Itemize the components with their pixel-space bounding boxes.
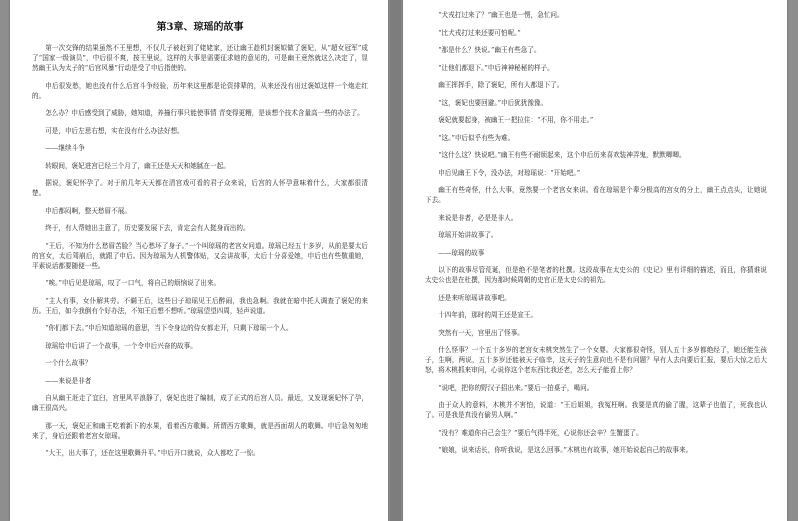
- paragraph: 终于，有人帮她出主意了，历史要发展下去，肯定会有人挺身而出的。: [45, 224, 250, 232]
- paragraph: 申后都闷啊，整天愁眉不展。: [45, 206, 131, 215]
- paragraph: “主人有事，女仆解其劳。不瞒王后，这些日子琼瑶见王后醉闹，我也急啊。我就在暗中托人调查了褒妃的来历。王后，如今我倒有个好办法，不知王后想不想听。”琼瑶望望四周，轻声说道。: [32, 296, 368, 315]
- paragraph: “这什么这？快说吧。”幽王有些不耐烦起来，这个申后历来喜欢装神弄鬼，默默唧唧。: [438, 151, 686, 159]
- paragraph: 第一次交锋的结果虽然不王里想，不仅几子被赶到了姥姥家，还让幽王趁机封褒姒做了褒妃，从“超女冠军”成了“国家一级演员”，中后很不爽，按王里说，这样的大事是需要征求她的意见的，可是幽王竟然就这么决定了，显然幽王认为太子的“后宫风暴”行动是受了申后指使的。: [32, 44, 368, 72]
- document-page-right: [403, 0, 787, 521]
- paragraph: 什么怪事？一个五十多岁的老宫女未桃突然生了一个女婴。大家都很奇怪，别人五十多岁都绝经了，她还能生孩子，生啊，两说，五十多岁还能被天子临幸，这天子的生意向也不是有问题？早有人去向要后汇报，要后大惊之后大怒，将木桃抓来审问，心说你这个老东西比我还老，怎么天子能看上你？: [425, 346, 767, 374]
- paragraph: “王后，不知为什么愁眉苦脸？当心愁坏了身子。”一个叫琼瑶的老宫女问道。琼瑶已经五十多岁，从前是要太后的宫女，太后驾崩后，就跟了申后。因为琼瑶为人机警体贴，又会讲故事，太后十分喜爱她，申后也有些敬重她，平素说话都要随便一些。: [32, 241, 368, 270]
- paragraph: 十四年前，那时的周王还是宣王。: [438, 311, 538, 319]
- paragraph: 申后见幽王下令，没办法，对琼瑶说：“开始吧。”: [438, 168, 581, 177]
- paragraph: 琼瑶开始讲故事了。: [438, 231, 498, 239]
- paragraph: 琼瑶给申后讲了一个故事，一个令申后兴奋的故事。: [45, 341, 197, 350]
- paragraph: 一个什么故事？: [45, 359, 92, 367]
- paragraph: 申后很发愁，她也没有什么后宫斗争经验，历年来这里都是论资排辈的，从来还没有出过褒姒这样一个炮走红的。: [32, 81, 368, 100]
- paragraph: 自从幽王赶走了宜臼，宫里风平浪静了，褒妃也进了编制，成了正式的后宫人员。最近，又发现褒妃怀了孕，幽王很高兴。: [32, 394, 368, 412]
- left-page-body: [32, 43, 368, 458]
- paragraph: 怎么办？申后感受到了威胁，她知道，养撞行事只能使事情 青变得更糟，是该想个技术含量高一些的办法了。: [45, 109, 364, 117]
- paragraph: ——琼瑶的故事: [438, 248, 485, 257]
- paragraph: 据说，褒妃怀孕了。对于前几年天天都在清宫戏可看的君子众来说，后宫的人怀孕意味着什么，大家都很清楚。: [32, 179, 368, 197]
- paragraph: 那一天，褒妃正和幽王吃着新下的水果，看着西方歌舞。所谓西方歌舞，就是西面胡人的歌舞。申后急匆匆地来了，身后还跟着老宫女琼瑶。: [32, 421, 368, 440]
- paragraph: 幽王挥挥手，除了褒妃，所有人都退下了。: [438, 81, 564, 89]
- paragraph: “那是什么？快说。”幽王有些急了。: [438, 46, 541, 54]
- paragraph: 来说是非者，必是是非人。: [438, 213, 518, 222]
- paragraph: ——继续斗争: [45, 144, 85, 152]
- paragraph: 还是来听琼瑶讲故事吧。: [438, 293, 511, 302]
- paragraph: “娘娘，说来话长，你听我说，是这么回事。”木桃也有故事，她开始说起自己的故事来。: [438, 446, 693, 454]
- paragraph: “让他们都退下。”申后神神秘秘的样子。: [438, 63, 554, 72]
- paragraph: “犬戎打过来了？”幽王也是一愣，急忙问。: [438, 11, 564, 19]
- paragraph: 突然有一天，宫里出了怪事。: [438, 328, 524, 337]
- paragraph: 可是，申后左思右想，实在没有什么办法好想。: [45, 126, 184, 135]
- paragraph: “唉。”申后见是琼瑶，叹了一口气，将自己的烦恼说了出来。: [45, 279, 221, 287]
- paragraph: ——来说是非者: [45, 376, 92, 385]
- right-page-body: [425, 10, 767, 455]
- paragraph: “你们都下去。”申后知道琼瑶的意思，当下令身边的侍女都走开，只剩下琼瑶一个人。: [45, 324, 293, 332]
- paragraph: 褒妃就要起身，被幽王一把拉住：“不用，你不用走。”: [438, 116, 594, 124]
- document-page-left: [10, 0, 388, 521]
- page-gutter: [390, 0, 401, 521]
- paragraph: “大王，出大事了，还在这里歌舞升平。”申后开口就说，众人都吃了一惊。: [45, 449, 260, 457]
- paragraph: “这，褒妃也要回避。”申后犹犹豫豫。: [438, 98, 548, 107]
- paragraph: 以下的故事尽管荒诞，但是绝不是笔者的杜撰。这段故事在太史公的《史记》里有详细的描述，而且，你猜谁说太史公也是在杜撰，因为那时候周朝的史官正是太史公的祖先。: [425, 266, 767, 284]
- paragraph: 幽王有些奇怪，什么大事，竟然要一个老宫女来讲。看在琼瑶是个辈分极高的宫女的分上，幽王点点头，让她说下去。: [425, 186, 767, 204]
- paragraph: “没有？难道你自己会生？”要后气得半死，心说你还会辛？生蟹蛋了。: [438, 428, 643, 437]
- paragraph: “说吧，把你的野汉子招出来。”要后一拍桌子，喝问。: [438, 383, 594, 392]
- paragraph: 由于众人的意料，木桃并不害怕，说道：“王后姐姐，我冤枉啊。我要是真的偷了腥，这辈子也值了，死我也认了。可是我是真没有偷男人啊。”: [425, 401, 767, 419]
- paragraph: “这。”申后似乎有些为难。: [438, 133, 515, 142]
- paragraph: “比犬戎打过来还要可怕呢。”: [438, 28, 521, 37]
- chapter-title: 第3章、琼瑶的故事: [156, 22, 244, 33]
- paragraph: 转眼间，褒妃进宫已经三个月了，幽王还是天天和她腻在一起。: [45, 161, 230, 170]
